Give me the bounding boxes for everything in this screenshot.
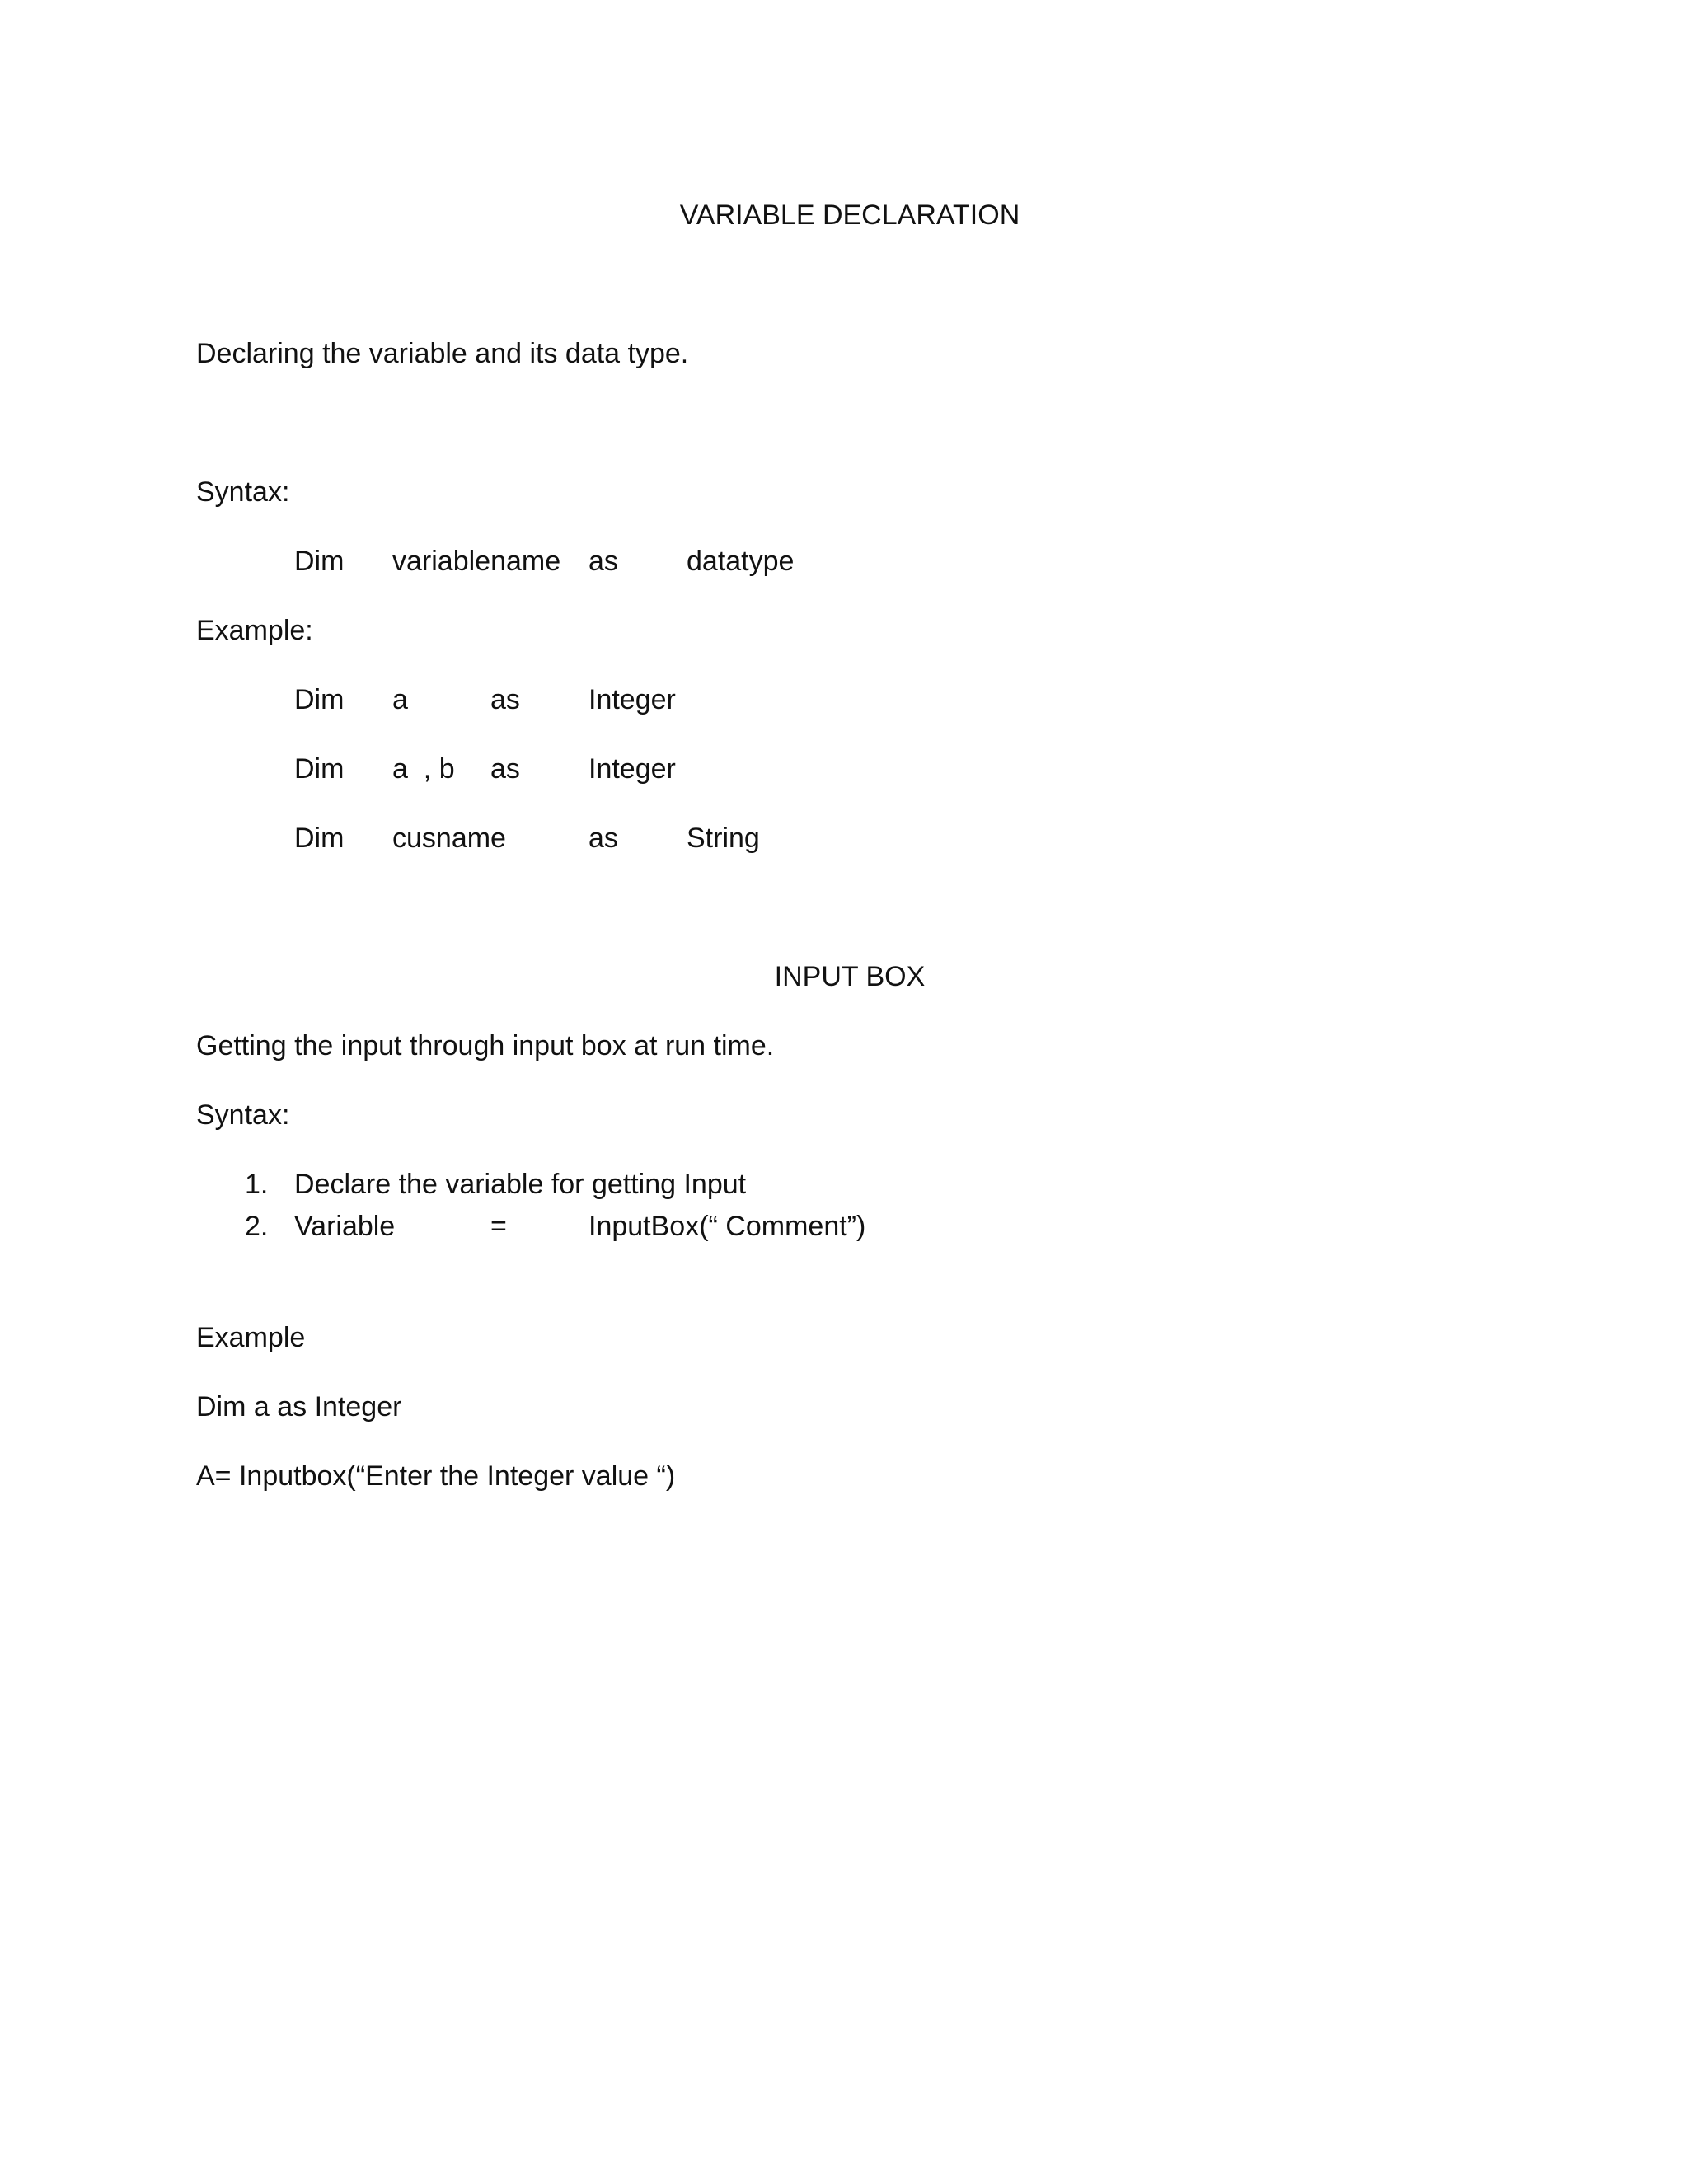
code-line: Dim a as Integer bbox=[196, 1391, 402, 1422]
example-name: a , b bbox=[392, 753, 455, 785]
example-keyword: Dim bbox=[294, 684, 345, 715]
syntax-label: Syntax: bbox=[196, 1099, 290, 1131]
list-item-number: 1. bbox=[245, 1169, 269, 1200]
example-type: Integer bbox=[588, 753, 676, 785]
syntax-type: datatype bbox=[687, 546, 795, 577]
list-item-equals: = bbox=[490, 1211, 507, 1242]
syntax-as: as bbox=[588, 546, 618, 577]
example-type: Integer bbox=[588, 684, 676, 715]
example-type: String bbox=[687, 823, 760, 854]
example-name: a bbox=[392, 684, 408, 715]
example-as: as bbox=[588, 823, 618, 854]
syntax-label: Syntax: bbox=[196, 476, 290, 508]
example-keyword: Dim bbox=[294, 823, 345, 854]
example-keyword: Dim bbox=[294, 753, 345, 785]
list-item-call: InputBox(“ Comment”) bbox=[588, 1211, 866, 1242]
example-name: cusname bbox=[392, 823, 506, 854]
syntax-name: variablename bbox=[392, 546, 561, 577]
list-item-text: Declare the variable for getting Input bbox=[294, 1169, 747, 1200]
code-line: A= Inputbox(“Enter the Integer value “) bbox=[196, 1460, 676, 1492]
example-label: Example bbox=[196, 1322, 306, 1353]
list-item-number: 2. bbox=[245, 1211, 269, 1242]
syntax-keyword: Dim bbox=[294, 546, 345, 577]
section-description: Declaring the variable and its data type. bbox=[196, 338, 689, 369]
example-label: Example: bbox=[196, 615, 313, 646]
section-title-variable-declaration: VARIABLE DECLARATION bbox=[679, 199, 1020, 231]
section-description: Getting the input through input box at run time. bbox=[196, 1030, 775, 1062]
section-title-input-box: INPUT BOX bbox=[774, 961, 926, 992]
example-as: as bbox=[490, 753, 520, 785]
list-item-variable: Variable bbox=[294, 1211, 396, 1242]
example-as: as bbox=[490, 684, 520, 715]
